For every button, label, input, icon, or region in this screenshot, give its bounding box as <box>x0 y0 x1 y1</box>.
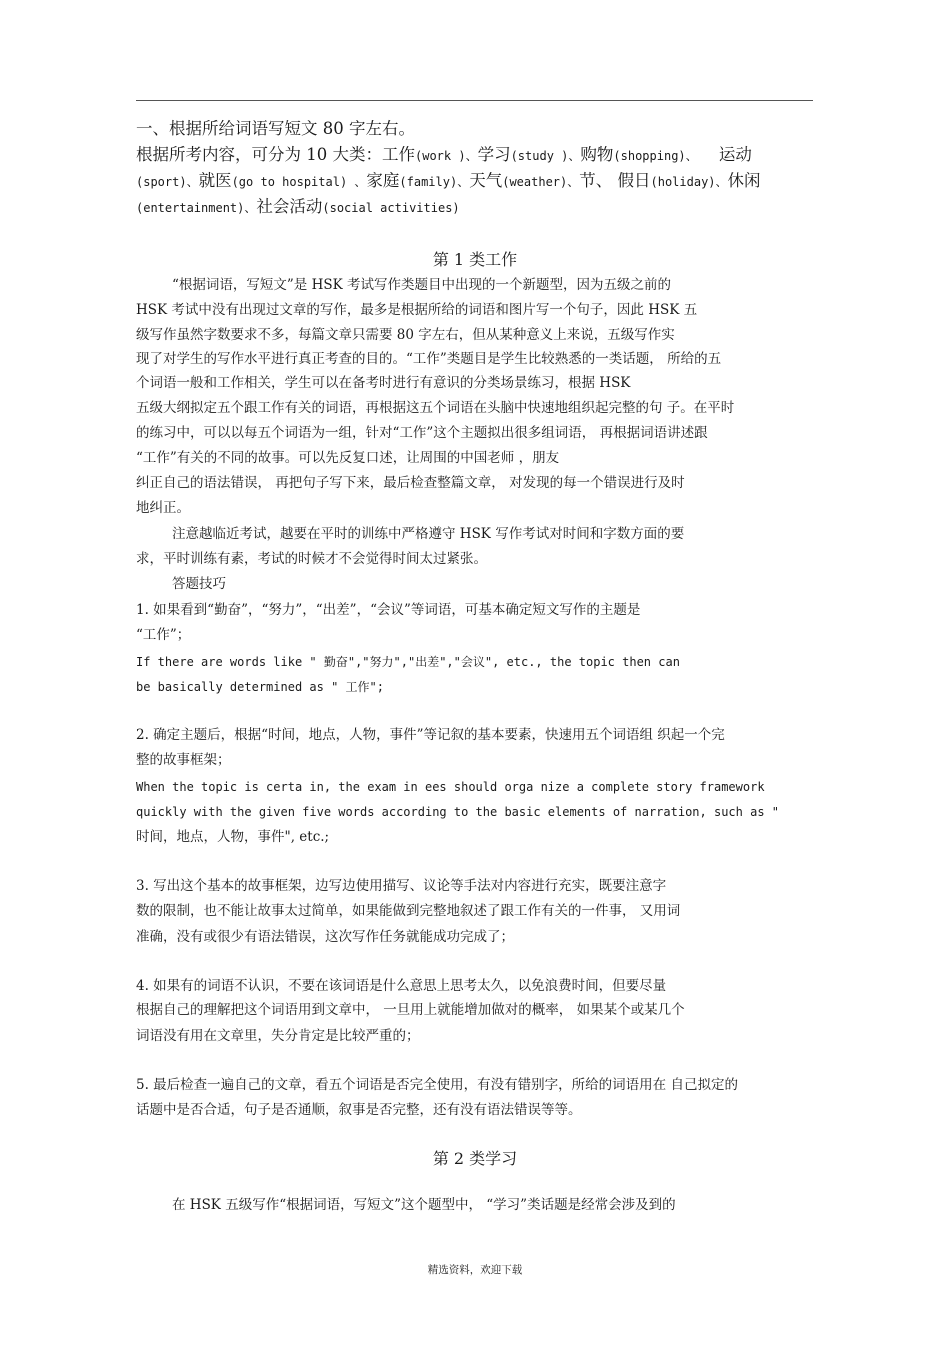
tip-line-en: 时间，地点，人物，事件", etc.; <box>136 829 330 845</box>
category-en: (entertainment)、 <box>136 201 257 215</box>
category-zh: 学习 <box>477 145 511 164</box>
paragraph-line: HSK 考试中没有出现过文章的写作，最多是根据所给的词语和图片写一个句子，因此 HSK 五 <box>136 302 698 318</box>
category-en: (holiday)、 <box>650 175 728 189</box>
paragraph-line: 在 HSK 五级写作“根据词语，写短文”这个题型中， “学习”类话题是经常会涉及到的 <box>172 1197 676 1213</box>
paragraph-line: 级写作虽然字数要求不多，每篇文章只需要 80 字左右，但从某种意义上来说，五级写作实 <box>136 327 675 343</box>
tip-line-en: be basically determined as " 工作"; <box>136 680 384 694</box>
category-en: (sport)、 <box>136 175 199 189</box>
category-en: (work )、 <box>415 149 478 163</box>
tip-line: 1. 如果看到“勤奋”，“努力”，“出差”，“会议”等词语，可基本确定短文写作的主题是 <box>136 602 641 618</box>
paragraph-line: 现了对学生的写作水平进行真正考查的目的。“工作”类题目是学生比较熟悉的一类话题， 所给的五 <box>136 351 722 367</box>
category-line-1 <box>136 146 752 165</box>
category-zh: 天气 <box>469 171 503 190</box>
paragraph-line: 的练习中，可以以每五个词语为一组，针对“工作”这个主题拟出很多组词语， 再根据词语讲述跟 <box>136 425 708 441</box>
category-zh: 购物 <box>580 145 614 164</box>
category-line-2 <box>136 172 761 191</box>
tip-line: “工作”； <box>136 627 191 643</box>
tip-line: 2. 确定主题后，根据“时间，地点，人物，事件”等记叙的基本要素，快速用五个词语组 织起一个完 <box>136 727 725 743</box>
tip-line-en: When the topic is certa in, the exam in ees should orga nize a complete story framework <box>136 780 765 794</box>
category-zh: 运动 <box>718 145 752 164</box>
category-en: (shopping)、 <box>613 149 705 163</box>
section-heading: 第 1 类工作 <box>432 250 518 269</box>
paragraph-line: “工作”有关的不同的故事。可以先反复口述，让周围的中国老师 ，朋友 <box>136 450 560 466</box>
tip-line: 数的限制，也不能让故事太过简单，如果能做到完整地叙述了跟工作有关的一件事， 又用词 <box>136 903 681 919</box>
category-en: (weather)、 <box>502 175 580 189</box>
tip-line: 准确，没有或很少有语法错误，这次写作任务就能成功完成了； <box>136 929 514 945</box>
tip-line-en: quickly with the given five words according to the basic elements of narration, such as " <box>136 805 779 819</box>
intro-title: 一、根据所给词语写短文 80 字左右。 <box>136 119 415 138</box>
category-line-3 <box>136 198 460 217</box>
paragraph-line: “根据词语，写短文”是 HSK 考试写作类题目中出现的一个新题型，因为五级之前的 <box>172 277 671 293</box>
tip-line: 3. 写出这个基本的故事框架，边写边使用描写、议论等手法对内容进行充实，既要注意字 <box>136 878 667 894</box>
category-zh: 就医 <box>198 171 232 190</box>
paragraph-line: 注意越临近考试，越要在平时的训练中严格遵守 HSK 写作考试对时间和字数方面的要 <box>172 526 685 542</box>
category-prefix: 根据所考内容，可分为 10 大类： <box>136 145 382 164</box>
category-zh: 节、 假日 <box>579 171 651 190</box>
tips-title: 答题技巧 <box>172 576 226 592</box>
tip-line: 话题中是否合适，句子是否通顺，叙事是否完整，还有没有语法错误等等。 <box>136 1102 582 1118</box>
paragraph-line: 五级大纲拟定五个跟工作有关的词语，再根据这五个词语在头脑中快速地组织起完整的句 子。在平时 <box>136 400 735 416</box>
tip-line: 5. 最后检查一遍自己的文章，看五个词语是否完全使用，有没有错别字，所给的词语用在 自己拟定的 <box>136 1077 738 1093</box>
category-zh: 休闲 <box>727 171 761 190</box>
page-footer: 精选资料，欢迎下载 <box>427 1264 523 1276</box>
header-rule <box>136 100 813 101</box>
section-heading: 第 2 类学习 <box>432 1149 518 1168</box>
paragraph-line: 个词语一般和工作相关，学生可以在备考时进行有意识的分类场景练习，根据 HSK <box>136 375 631 391</box>
paragraph-line: 求，平时训练有素，考试的时候才不会觉得时间太过紧张。 <box>136 551 487 567</box>
category-zh: 社会活动 <box>256 197 323 216</box>
paragraph-line: 纠正自己的语法错误， 再把句子写下来，最后检查整篇文章， 对发现的每一个错误进行及时 <box>136 475 685 491</box>
category-en: (social activities) <box>322 201 460 215</box>
tip-line-en: If there are words like " 勤奋","努力","出差","会议", etc., the topic then can <box>136 655 680 669</box>
paragraph-line: 地纠正。 <box>136 500 190 516</box>
tip-line: 4. 如果有的词语不认识，不要在该词语是什么意思上思考太久，以免浪费时间，但要尽量 <box>136 978 667 994</box>
category-zh: 家庭 <box>366 171 400 190</box>
category-en: (family)、 <box>399 175 470 189</box>
category-en: (go to hospital) 、 <box>231 175 367 189</box>
tip-line: 词语没有用在文章里，失分肯定是比较严重的； <box>136 1028 420 1044</box>
tip-line: 整的故事框架； <box>136 752 231 768</box>
category-en: (study )、 <box>510 149 581 163</box>
category-zh: 工作 <box>382 145 415 164</box>
tip-line: 根据自己的理解把这个词语用到文章中， 一旦用上就能增加做对的概率， 如果某个或某几个 <box>136 1002 685 1018</box>
